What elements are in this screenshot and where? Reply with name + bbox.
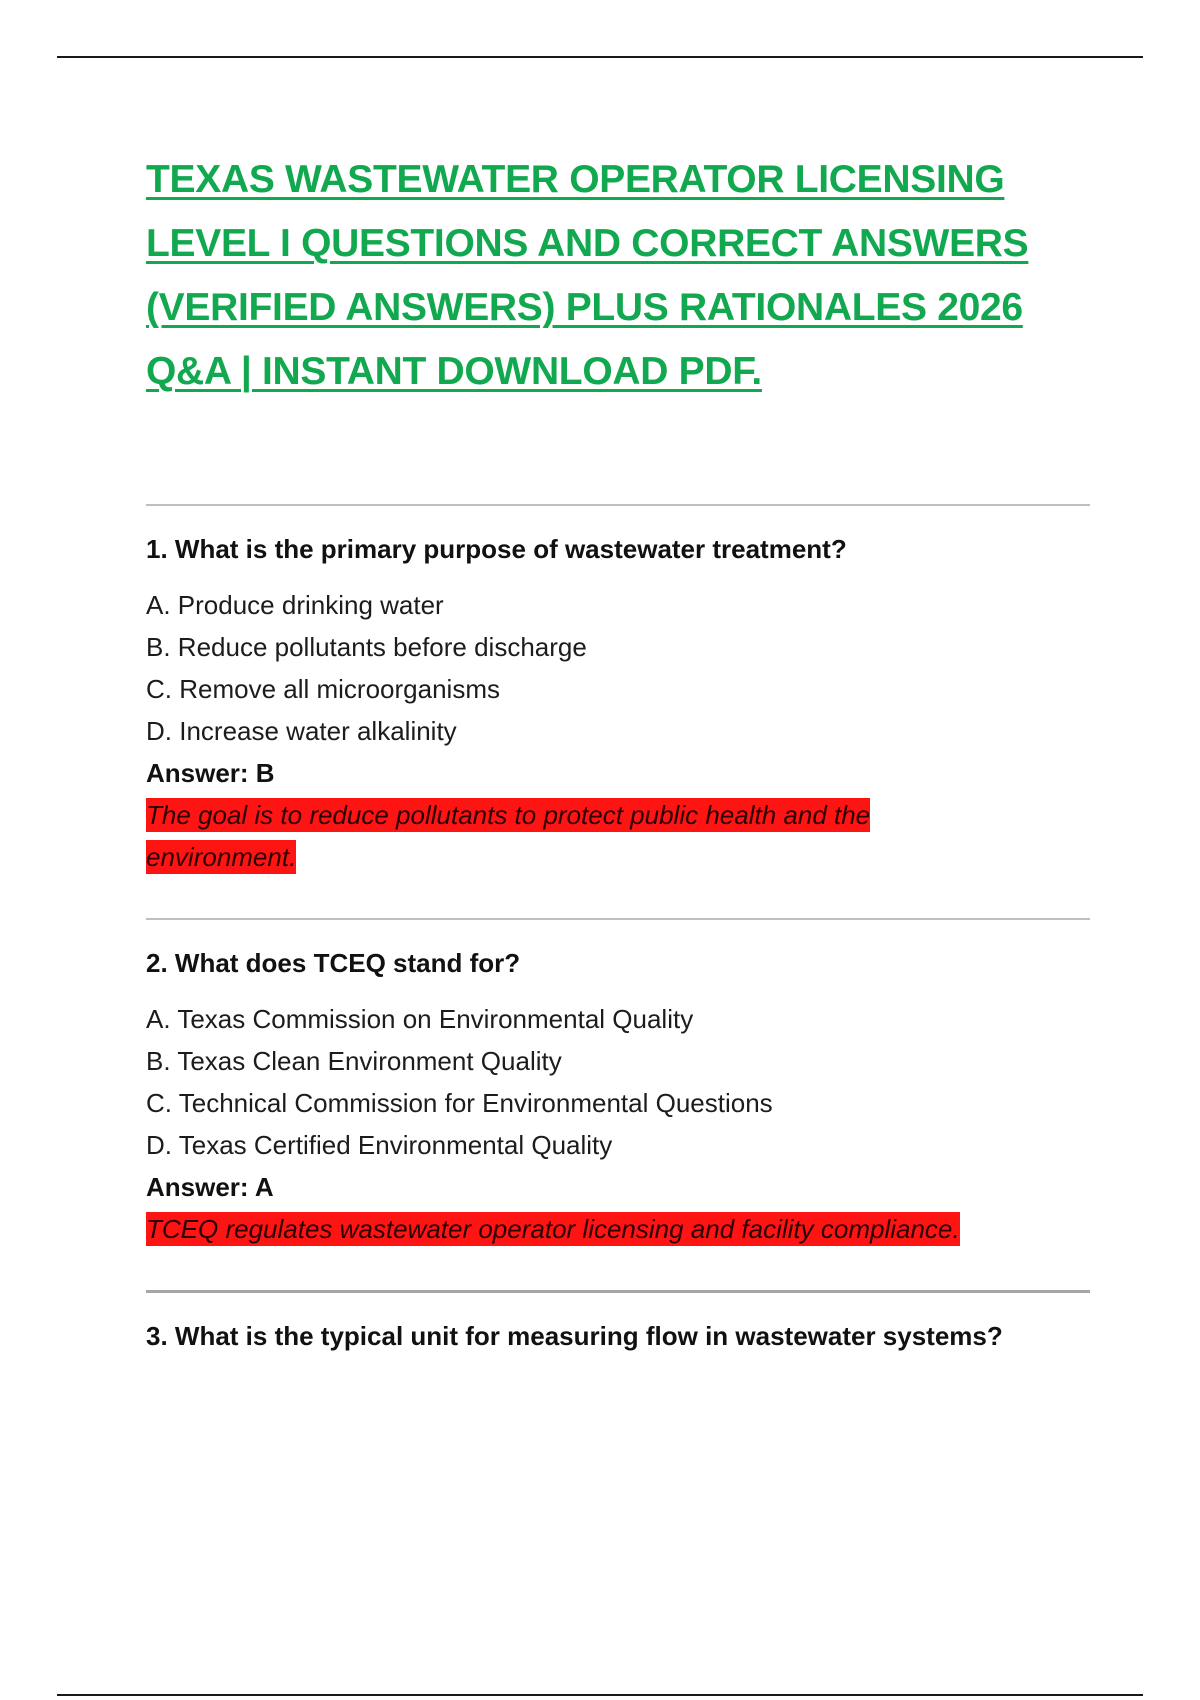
question-block-1 [146, 506, 1096, 918]
document-title [146, 148, 1096, 404]
title-line: (VERIFIED ANSWERS) PLUS RATIONALES 2026 [146, 286, 1023, 329]
correct-answer: Answer: B [146, 758, 275, 788]
rationale-highlight: TCEQ regulates wastewater operator licensing and facility compliance. [146, 1214, 960, 1244]
rationale [146, 794, 976, 878]
question-text: 1. What is the primary purpose of wastewater treatment? [146, 534, 847, 564]
question-block-3 [146, 1293, 1096, 1353]
question-block-2 [146, 920, 1096, 1290]
correct-answer: Answer: A [146, 1172, 274, 1202]
option-b: B. Texas Clean Environment Quality [146, 1046, 562, 1076]
page-top-rule [57, 56, 1143, 58]
option-a: A. Texas Commission on Environmental Quality [146, 1004, 694, 1034]
question-text: 2. What does TCEQ stand for? [146, 948, 521, 978]
rationale [146, 1208, 1096, 1250]
option-c: C. Remove all microorganisms [146, 674, 500, 704]
option-c: C. Technical Commission for Environmental Questions [146, 1088, 773, 1118]
title-line: Q&A | INSTANT DOWNLOAD PDF. [146, 350, 762, 393]
option-d: D. Texas Certified Environmental Quality [146, 1130, 613, 1160]
answer-options [146, 584, 1096, 752]
question-text: 3. What is the typical unit for measuring flow in wastewater systems? [146, 1321, 1003, 1351]
page-bottom-rule [57, 1694, 1143, 1696]
option-a: A. Produce drinking water [146, 590, 444, 620]
title-line: TEXAS WASTEWATER OPERATOR LICENSING [146, 158, 1005, 201]
option-d: D. Increase water alkalinity [146, 716, 457, 746]
title-line: LEVEL I QUESTIONS AND CORRECT ANSWERS [146, 222, 1029, 265]
answer-options [146, 998, 1096, 1166]
rationale-highlight: The goal is to reduce pollutants to protect public health and the environment. [146, 800, 871, 872]
option-b: B. Reduce pollutants before discharge [146, 632, 587, 662]
document-body [146, 148, 1096, 1371]
